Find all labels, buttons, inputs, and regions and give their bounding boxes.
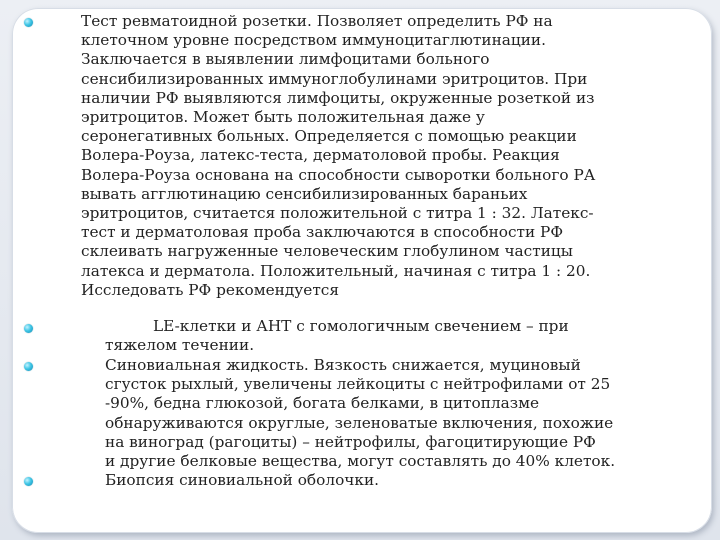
text-line: эритроцитов. Может быть положительная даже у <box>81 108 485 127</box>
paragraph-synovial-biopsy <box>105 471 379 490</box>
text-line: сгусток рыхлый, увеличены лейкоциты с нейтрофилами от 25 <box>105 375 611 394</box>
text-line-content: LE-клетки и АНТ с гомологичным свечением – при <box>153 317 569 335</box>
text-line: наличии РФ выявляются лимфоциты, окруженные розеткой из <box>81 88 595 107</box>
text-line: сенсибилизированных иммуноглобулинами эритроцитов. При <box>81 69 588 88</box>
paragraph-synovial-fluid <box>105 356 615 471</box>
bullet-marker <box>24 324 33 333</box>
text-line: тест и дерматоловая проба заключаются в способности РФ <box>81 223 564 242</box>
paragraph-le-cells <box>105 317 569 355</box>
text-line: на виноград (рагоциты) – нейтрофилы, фагоцитирующие РФ <box>105 432 596 451</box>
text-line: серонегативных больных. Определяется с помощью реакции <box>81 127 577 146</box>
text-line: Исследовать РФ рекомендуется <box>81 280 340 299</box>
text-line: вывать агглютинацию сенсибилизированных бараньих <box>81 184 528 203</box>
paragraph-rheumatoid-rosette-test <box>81 12 595 300</box>
text-line: обнаруживаются округлые, зеленоватые включения, похожие <box>105 413 614 432</box>
text-line: Биопсия синовиальной оболочки. <box>105 471 380 489</box>
text-line <box>105 317 569 336</box>
text-line: Синовиальная жидкость. Вязкость снижается, муциновый <box>105 356 581 374</box>
text-line: склеивать нагруженные человеческим глобулином частицы <box>81 242 573 261</box>
text-line: Тест ревматоидной розетки. Позволяет определить РФ на <box>81 12 553 30</box>
text-line: и другие белковые вещества, могут составлять до 40% клеток. <box>105 452 616 471</box>
text-line: тяжелом течении. <box>105 336 255 355</box>
bullet-marker <box>24 477 33 486</box>
text-line: Волера-Роуза, латекс-теста, дерматоловой пробы. Реакция <box>81 146 560 165</box>
text-line: Заключается в выявлении лимфоцитами больного <box>81 50 490 69</box>
text-line: эритроцитов, считается положительной с титра 1 : 32. Латекс- <box>81 204 594 223</box>
text-line: клеточном уровне посредством иммуноцитаглютинации. <box>81 31 546 50</box>
bullet-marker <box>24 362 33 371</box>
text-line: латекса и дерматола. Положительный, начиная с титра 1 : 20. <box>81 261 591 280</box>
text-line: -90%, бедна глюкозой, богата белками, в цитоплазме <box>105 394 540 413</box>
bullet-marker <box>24 18 33 27</box>
text-line: Волера-Роуза основана на способности сыворотки больного РА <box>81 165 596 184</box>
